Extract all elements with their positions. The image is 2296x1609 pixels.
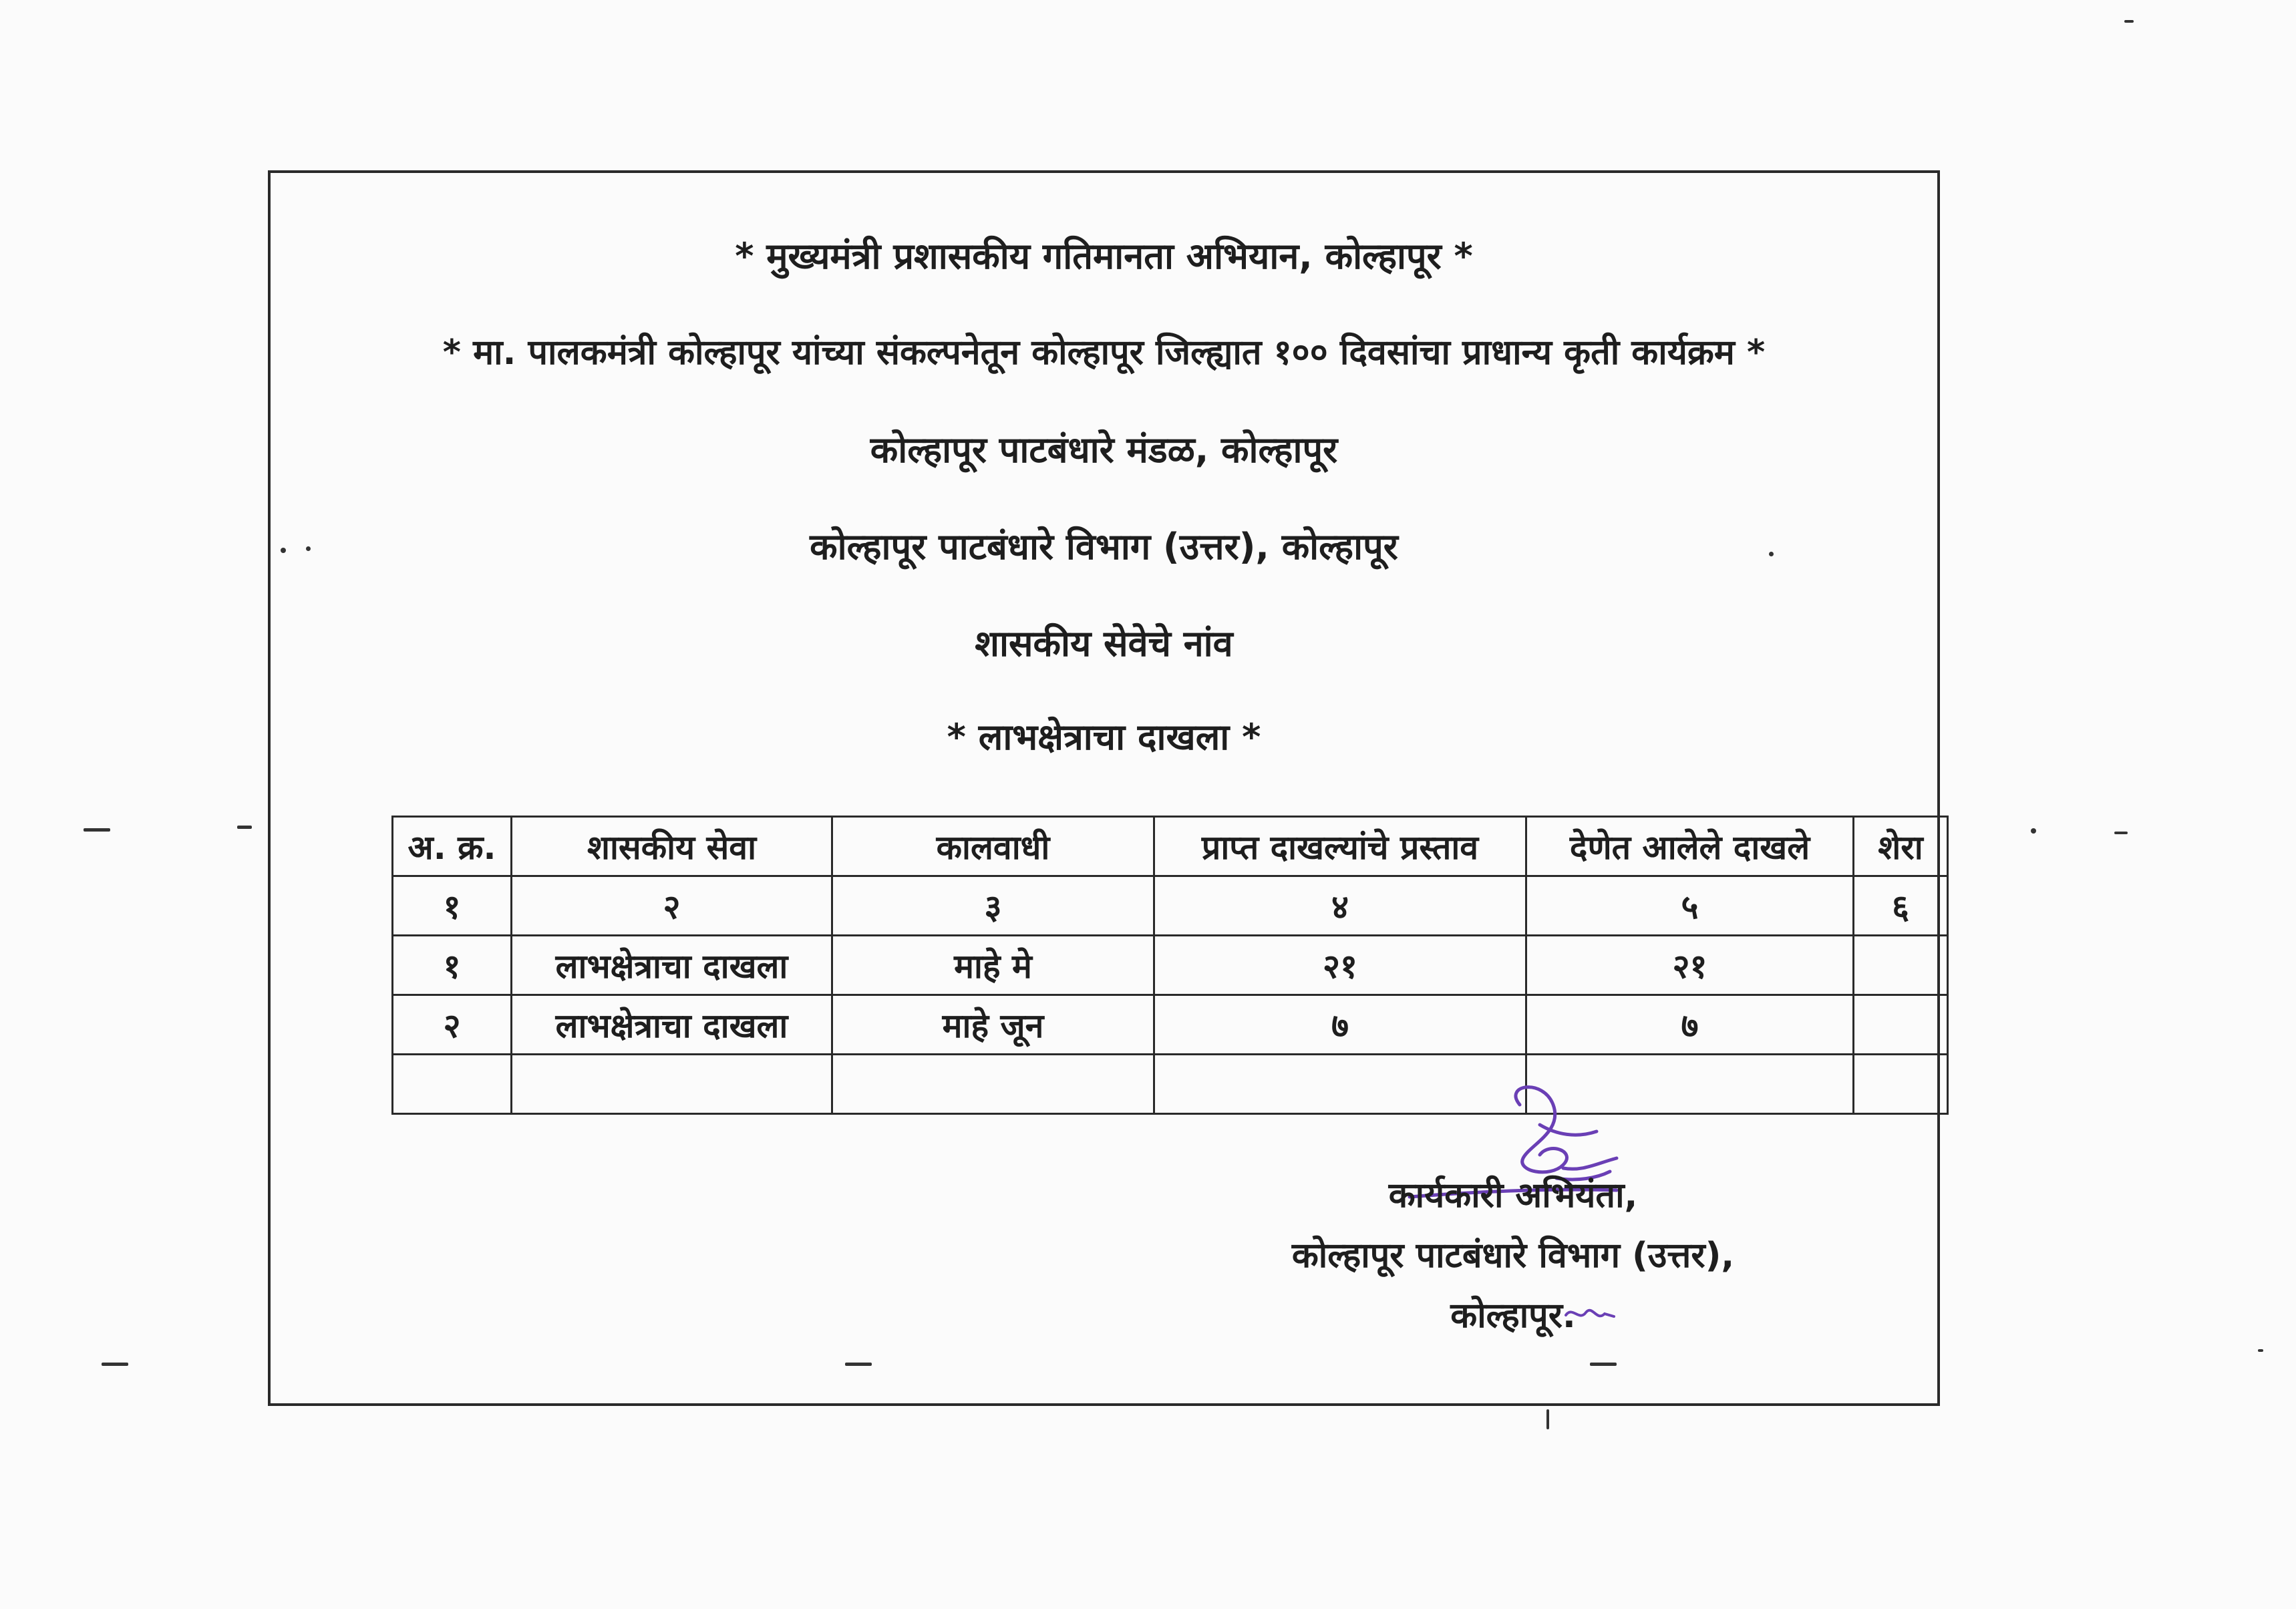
certificate-table: [391, 816, 1949, 1115]
service-name: * लाभक्षेत्राचा दाखला *: [947, 716, 1261, 758]
period-cell: [832, 1055, 1154, 1114]
service-cell: लाभक्षेत्राचा दाखला: [512, 995, 832, 1055]
column-number-row: [393, 876, 1948, 936]
period-cell: माहे जून: [832, 995, 1154, 1055]
column-number: १: [393, 876, 512, 936]
header-remarks: शेरा: [1854, 817, 1948, 876]
service-name-label: शासकीय सेवेचे नांव: [975, 622, 1233, 665]
header-service: शासकीय सेवा: [512, 817, 832, 876]
scan-speck: [1546, 1409, 1549, 1429]
issued-cell: २१: [1526, 936, 1854, 995]
serial-no-cell: २: [393, 995, 512, 1055]
signatory-designation: कार्यकारी अभियंता,: [1388, 1176, 1638, 1216]
scan-speck: [281, 548, 286, 553]
scan-speck: [1590, 1363, 1617, 1366]
scan-speck: [2031, 828, 2036, 834]
scan-speck: [2114, 832, 2128, 834]
proposals-cell: ७: [1154, 995, 1526, 1055]
division-office: कोल्हापूर पाटबंधारे विभाग (उत्तर), कोल्हापूर: [810, 526, 1398, 568]
scan-speck: [2258, 1349, 2263, 1352]
scan-speck: [306, 546, 311, 551]
document-frame: [268, 170, 1940, 1406]
scan-speck: [84, 828, 110, 832]
column-number: ३: [832, 876, 1154, 936]
proposals-cell: २१: [1154, 936, 1526, 995]
serial-no-cell: १: [393, 936, 512, 995]
table-row: [393, 995, 1948, 1055]
circle-office: कोल्हापूर पाटबंधारे मंडळ, कोल्हापूर: [870, 429, 1338, 471]
initials-mark: [1563, 1302, 1617, 1328]
signatory-office: कोल्हापूर पाटबंधारे विभाग (उत्तर),: [1291, 1236, 1735, 1276]
scan-speck: [1769, 552, 1774, 556]
header-serial-no: अ. क्र.: [393, 817, 512, 876]
remarks-cell: [1854, 995, 1948, 1055]
service-cell: लाभक्षेत्राचा दाखला: [512, 936, 832, 995]
column-number: २: [512, 876, 832, 936]
scan-speck: [2124, 20, 2134, 23]
signatory-place: कोल्हापूर.: [1450, 1296, 1576, 1336]
column-number: ४: [1154, 876, 1526, 936]
column-number: ५: [1526, 876, 1854, 936]
serial-no-cell: [393, 1055, 512, 1114]
header-period: कालवाधी: [832, 817, 1154, 876]
scan-speck: [237, 826, 252, 829]
header-certificates-issued: देणेत आलेले दाखले: [1526, 817, 1854, 876]
header-proposals-received: प्राप्त दाखल्यांचे प्रस्ताव: [1154, 817, 1526, 876]
period-cell: माहे मे: [832, 936, 1154, 995]
table-header-row: [393, 817, 1948, 876]
program-title: * मा. पालकमंत्री कोल्हापूर यांच्या संकल्पनेतून कोल्हापूर जिल्ह्यात १०० दिवसांचा प्राधान्य कृती कार्यक्रम *: [442, 333, 1766, 373]
service-cell: [512, 1055, 832, 1114]
column-number: ६: [1854, 876, 1948, 936]
scan-speck: [845, 1363, 872, 1366]
remarks-cell: [1854, 1055, 1948, 1114]
issued-cell: ७: [1526, 995, 1854, 1055]
campaign-title: * मुख्यमंत्री प्रशासकीय गतिमानता अभियान, कोल्हापूर *: [735, 235, 1473, 277]
scan-speck: [102, 1363, 128, 1366]
remarks-cell: [1854, 936, 1948, 995]
table-row: [393, 936, 1948, 995]
